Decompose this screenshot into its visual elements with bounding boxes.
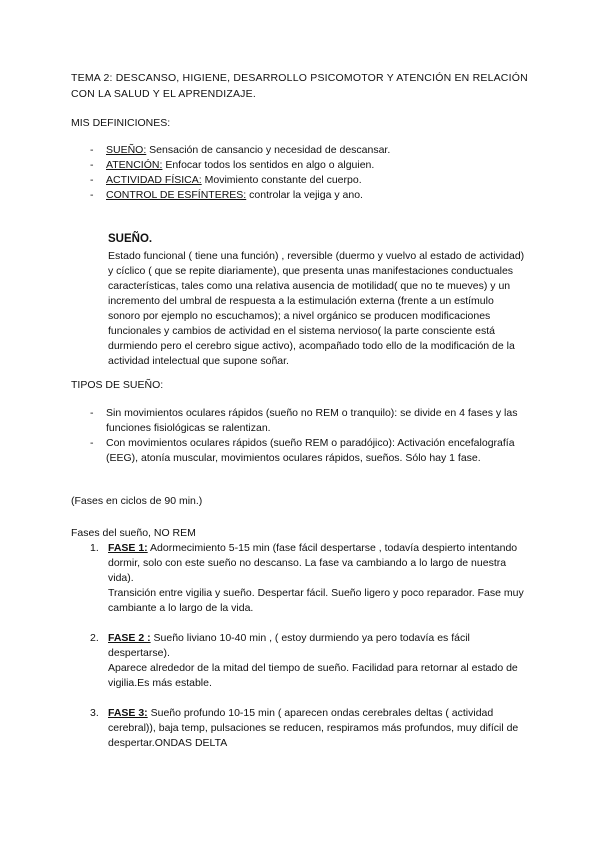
sueno-paragraph: Estado funcional ( tiene una función) , reversible (duermo y vuelvo al estado de actividad) y cíclico ( que se repite diariamente), que presenta unas manifestaciones conductuales características, tales como una relativa ausencia de motilidad( que no te mueves) y un incremento del umbral de respuesta a la estimulación externa (frente a un estímulo sonoro por ejemplo no escuchamos); a nivel orgánico se producen modificaciones funcionales y cambios de actividad en el sistema nervioso( la parte consciente está durmiendo pero el cerebro sigue activo), acompañado todo ello de la modificación de la actividad intelectual que supone soñar. xyxy=(108,250,525,367)
definitions-heading: MIS DEFINICIONES: xyxy=(71,117,171,129)
list-item: 3. FASE 3: Sueño profundo 10-15 min ( aparecen ondas cerebrales deltas ( actividad cerebral)), baja temp, pulsaciones se reducen, respiramos más profundos, muy difícil de despertar.ONDAS DELTA xyxy=(90,707,519,749)
sueno-heading: SUEÑO. xyxy=(108,233,153,245)
fase-text: Adormecimiento 5-15 min (fase fácil despertarse , todavía despierto intentando dormir, solo con este sueño no descanso. La fase va cambiando a lo largo de nuestra vida). xyxy=(108,542,518,584)
list-item: - Con movimientos oculares rápidos (sueño REM o paradójico): Activación encefalografía (EEG), atonía muscular, movimientos oculares rápidos, sueños. Sólo hay 1 fase. xyxy=(90,437,515,464)
list-item: - CONTROL DE ESFÍNTERES: controlar la vejiga y ano. xyxy=(90,189,363,201)
definition-text: Movimiento constante del cuerpo. xyxy=(201,174,362,186)
fases-note: (Fases en ciclos de 90 min.) xyxy=(71,495,203,507)
fase-text: Sueño liviano 10-40 min , ( estoy durmiendo ya pero todavía es fácil despertarse). xyxy=(108,632,470,659)
definition-term: CONTROL DE ESFÍNTERES: xyxy=(106,189,247,201)
list-item: - ACTIVIDAD FÍSICA: Movimiento constante del cuerpo. xyxy=(90,174,362,186)
definition-text: Enfocar todos los sentidos en algo o alguien. xyxy=(162,159,375,171)
definition-text: Sensación de cansancio y necesidad de descansar. xyxy=(146,144,391,156)
tipo-text: Con movimientos oculares rápidos (sueño REM o paradójico): Activación encefalografía (EEG), atonía muscular, movimientos oculares rápidos, sueños. Sólo hay 1 fase. xyxy=(106,437,515,464)
definition-term: SUEÑO: xyxy=(106,144,147,156)
definitions-list xyxy=(90,143,550,203)
fases-no-rem-heading: Fases del sueño, NO REM xyxy=(71,527,196,539)
fase-label: FASE 2 : xyxy=(108,632,151,644)
fase-extra: Aparece alrededor de la mitad del tiempo de sueño. Facilidad para retornar al estado de vigilia.Es más estable. xyxy=(108,662,518,689)
list-item: - ATENCIÓN: Enfocar todos los sentidos en algo o alguien. xyxy=(90,159,375,171)
fases-list xyxy=(90,541,530,766)
list-item: 1. FASE 1: Adormecimiento 5-15 min (fase fácil despertarse , todavía despierto intentando dormir, solo con este sueño no descanso. La fase va cambiando a lo largo de nuestra vida). Transición entre vigilia y sueño. Despertar fácil. Sueño ligero y poco reparador. Fase muy cambiante a lo largo de la vida. xyxy=(90,541,530,616)
definition-term: ATENCIÓN: xyxy=(106,159,163,171)
tipos-list xyxy=(90,406,530,466)
list-item: - SUEÑO: Sensación de cansancio y necesidad de descansar. xyxy=(90,144,391,156)
tipo-text: Sin movimientos oculares rápidos (sueño no REM o tranquilo): se divide en 4 fases y las funciones fisiológicas se ralentizan. xyxy=(106,407,518,434)
fase-text: Sueño profundo 10-15 min ( aparecen ondas cerebrales deltas ( actividad cerebral)), baja temp, pulsaciones se reducen, respiramos más profundos, muy difícil de despertar.ONDAS DELTA xyxy=(108,707,519,749)
fase-label: FASE 1: xyxy=(108,542,148,554)
definition-text: controlar la vejiga y ano. xyxy=(246,189,363,201)
fase-extra: Transición entre vigilia y sueño. Despertar fácil. Sueño ligero y poco reparador. Fase muy cambiante a lo largo de la vida. xyxy=(108,587,524,614)
document-title: TEMA 2: DESCANSO, HIGIENE, DESARROLLO PSICOMOTOR Y ATENCIÓN EN RELACIÓN CON LA SALUD Y EL APRENDIZAJE. xyxy=(71,72,528,100)
definition-term: ACTIVIDAD FÍSICA: xyxy=(106,174,202,186)
list-item: - Sin movimientos oculares rápidos (sueño no REM o tranquilo): se divide en 4 fases y las funciones fisiológicas se ralentizan. xyxy=(90,407,518,434)
fase-label: FASE 3: xyxy=(108,707,148,719)
tipos-heading: TIPOS DE SUEÑO: xyxy=(71,379,164,391)
list-item: 2. FASE 2 : Sueño liviano 10-40 min , ( estoy durmiendo ya pero todavía es fácil despertarse). Aparece alrededor de la mitad del tiempo de sueño. Facilidad para retornar al estado de vigilia.Es más estable. xyxy=(90,631,530,691)
